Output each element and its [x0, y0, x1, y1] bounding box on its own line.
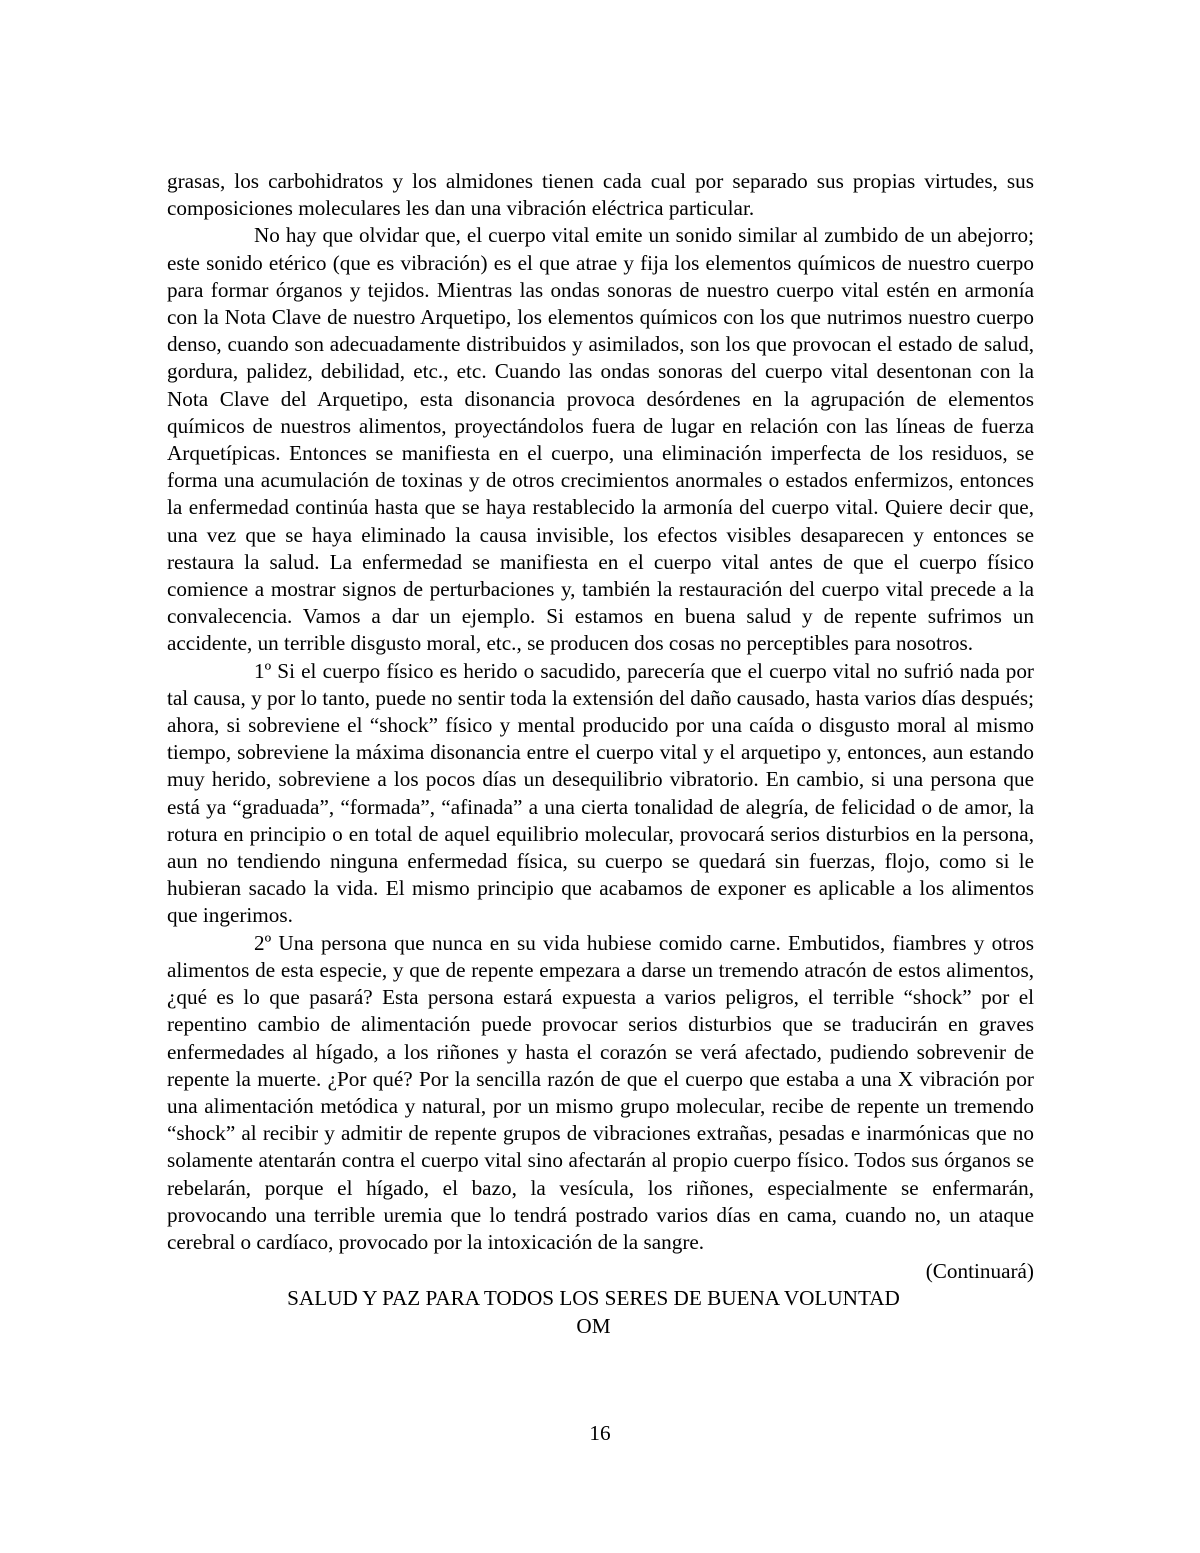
paragraph-continuation: grasas, los carbohidratos y los almidones tienen cada cual por separado sus propias virtudes, sus composiciones moleculares les dan una vibración eléctrica particular.	[167, 169, 1034, 221]
paragraph-point-1: 1º Si el cuerpo físico es herido o sacudido, parecería que el cuerpo vital no sufrió nada por tal causa, y por lo tanto, puede no sentir toda la extensión del daño causado, hasta varios días después; ahora, si sobreviene el “shock” físico y mental producido por una caída o disgusto moral al mismo tiempo, sobreviene la máxima disonancia entre el cuerpo vital y el arquetipo y, entonces, aun estando muy herido, sobreviene a los pocos días un desequilibrio vibratorio. En cambio, si una persona que está ya “graduada”, “formada”, “afinada” a una cierta tonalidad de alegría, de felicidad o de amor, la rotura en principio o en total de aquel equilibrio molecular, provocará serios disturbios en la persona, aun no tendiendo ninguna enfermedad física, su cuerpo se quedará sin fuerzas, flojo, como si le hubieran sacado la vida. El mismo principio que acabamos de exponer es aplicable a los alimentos que ingerimos.	[167, 658, 1034, 928]
document-body	[167, 168, 1034, 1340]
page-number: 16	[589, 1421, 611, 1445]
continuara-note: (Continuará)	[925, 1259, 1034, 1284]
closing-line: SALUD Y PAZ PARA TODOS LOS SERES DE BUENA VOLUNTAD	[287, 1286, 900, 1311]
paragraph-cuerpo-vital: No hay que olvidar que, el cuerpo vital emite un sonido similar al zumbido de un abejorro; este sonido etérico (que es vibración) es el que atrae y fija los elementos químicos de nuestro cuerpo para formar órganos y tejidos. Mientras las ondas sonoras de nuestro cuerpo vital estén en armonía con la Nota Clave de nuestro Arquetipo, los elementos químicos con los que nutrimos nuestro cuerpo denso, cuando son adecuadamente distribuidos y asimilados, son los que provocan el estado de salud, gordura, palidez, debilidad, etc., etc. Cuando las ondas sonoras del cuerpo vital desentonan con la Nota Clave del Arquetipo, esta disonancia provoca desórdenes en la agrupación de elementos químicos de nuestros alimentos, proyectándolos fuera de lugar en relación con las líneas de fuerza Arquetípicas. Entonces se manifiesta en el cuerpo, una eliminación imperfecta de los residuos, se forma una acumulación de toxinas y de otros crecimientos anormales o estados enfermizos, entonces la enfermedad continúa hasta que se haya restablecido la armonía del cuerpo vital. Quiere decir que, una vez que se haya eliminado la causa invisible, los efectos visibles desaparecen y entonces se restaura la salud. La enfermedad se manifiesta en el cuerpo vital antes de que el cuerpo físico comience a mostrar signos de perturbaciones y, también la restauración del cuerpo vital precede a la convalecencia. Vamos a dar un ejemplo. Si estamos en buena salud y de repente sufrimos un accidente, un terrible disgusto moral, etc., se producen dos cosas no perceptibles para nosotros.	[167, 223, 1034, 656]
closing-om: OM	[576, 1313, 611, 1338]
paragraph-point-2: 2º Una persona que nunca en su vida hubiese comido carne. Embutidos, fiambres y otros alimentos de esta especie, y que de repente empezara a darse un tremendo atracón de estos alimentos, ¿qué es lo que pasará? Esta persona estará expuesta a varios peligros, el terrible “shock” por el repentino cambio de alimentación puede provocar serios disturbios que se traducirán en graves enfermedades al hígado, a los riñones y hasta el corazón se verá afectado, pudiendo sobrevenir de repente la muerte. ¿Por qué? Por la sencilla razón de que el cuerpo que estaba a una X vibración por una alimentación metódica y natural, por un mismo grupo molecular, recibe de repente un tremendo “shock” al recibir y admitir de repente grupos de vibraciones extrañas, pesadas e inarmónicas que no solamente atentarán contra el cuerpo vital sino afectarán al propio cuerpo físico. Todos sus órganos se rebelarán, porque el hígado, el bazo, la vesícula, los riñones, especialmente se enfermarán, provocando una terrible uremia que lo tendrá postrado varios días en cama, cuando no, un ataque cerebral o cardíaco, provocado por la intoxicación de la sangre.	[167, 930, 1034, 1254]
